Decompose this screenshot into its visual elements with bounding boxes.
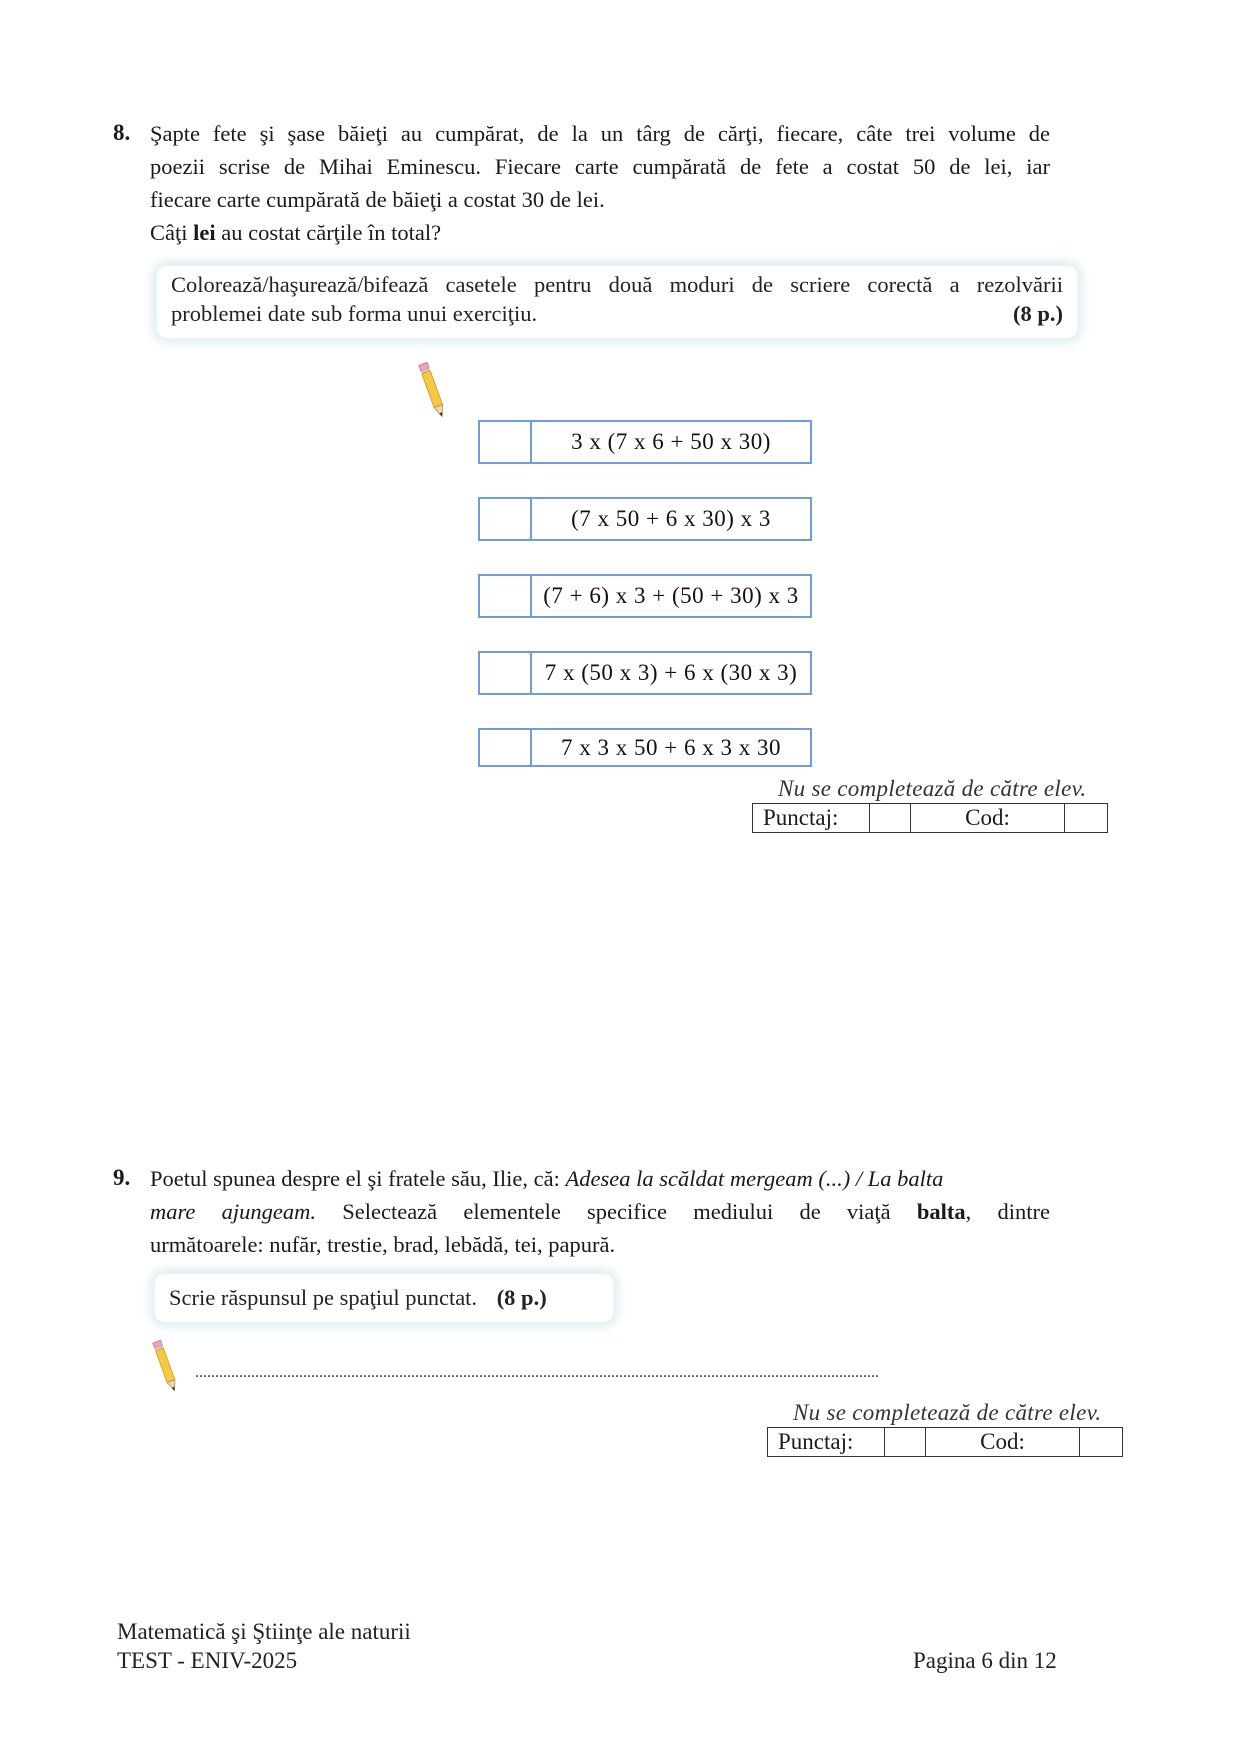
- footer-page-number: Pagina 6 din 12: [913, 1648, 1057, 1673]
- question-9-line-2: mare ajungeam. Selectează elementele specifice mediului de viaţă balta, dintre: [150, 1199, 1050, 1224]
- question-8-text: [150, 117, 1050, 249]
- question-8-instruction-line-2: problemei date sub forma unui exerciţiu.: [171, 301, 538, 326]
- question-9-points: (8 p.): [496, 1285, 547, 1310]
- question-9-code-label: Cod:: [926, 1428, 1080, 1457]
- question-9-score-label: Punctaj:: [768, 1428, 885, 1457]
- question-8-not-completed-note: Nu se completează de către elev.: [778, 776, 1087, 801]
- option-5-row: [478, 728, 812, 767]
- pencil-icon: [152, 1336, 180, 1396]
- question-8-instruction-line-1: Colorează/haşurează/bifează casetele pentru două moduri de scriere corectă a rezolvării: [171, 272, 1063, 297]
- question-8-instruction-box: [157, 266, 1077, 338]
- question-8-line-3: fiecare carte cumpărată de băieţi a costat 30 de lei.: [150, 187, 605, 212]
- question-8-score-field[interactable]: [870, 804, 911, 833]
- option-5-checkbox[interactable]: [480, 730, 532, 765]
- question-8-number: 8.: [113, 120, 131, 145]
- footer-test-id: TEST - ENIV-2025: [117, 1648, 298, 1673]
- option-3-expression: (7 + 6) x 3 + (50 + 30) x 3: [543, 583, 799, 608]
- question-9-text: [150, 1162, 1050, 1261]
- question-8-score-table: [752, 803, 1108, 833]
- question-9-line-1: Poetul spunea despre el şi fratele său, Ilie, că: Adesea la scăldat mergeam (...) / La balta: [150, 1166, 944, 1191]
- footer-subject: Matematică şi Ştiinţe ale naturii: [117, 1619, 411, 1644]
- question-9-answer-line[interactable]: ...........................................................................................................................................................................: [195, 1364, 879, 1381]
- option-1-checkbox[interactable]: [480, 422, 532, 462]
- question-9-number: 9.: [113, 1165, 131, 1190]
- question-9-line-3: următoarele: nufăr, trestie, brad, lebădă, tei, papură.: [150, 1232, 616, 1257]
- option-2-row: [478, 497, 812, 541]
- question-8-line-1: Şapte fete şi şase băieţi au cumpărat, de la un târg de cărţi, fiecare, câte trei volume de: [150, 121, 1050, 146]
- question-8-points: (8 p.): [1013, 301, 1063, 326]
- question-8-code-field[interactable]: [1065, 804, 1108, 833]
- question-8-line-2: poezii scrise de Mihai Eminescu. Fiecare carte cumpărată de fete a costat 50 de lei, iar: [150, 154, 1050, 179]
- question-9-code-field[interactable]: [1080, 1428, 1123, 1457]
- option-4-row: [478, 651, 812, 695]
- option-5-expression: 7 x 3 x 50 + 6 x 3 x 30: [561, 734, 781, 760]
- option-1-row: [478, 420, 812, 464]
- option-4-expression: 7 x (50 x 3) + 6 x (30 x 3): [544, 660, 798, 685]
- question-9-not-completed-note: Nu se completează de către elev.: [793, 1400, 1102, 1425]
- option-1-expression: 3 x (7 x 6 + 50 x 30): [571, 429, 771, 454]
- option-3-row: [478, 574, 812, 618]
- option-2-expression: (7 x 50 + 6 x 30) x 3: [571, 506, 771, 531]
- question-9-score-field[interactable]: [885, 1428, 926, 1457]
- question-8-code-label: Cod:: [911, 804, 1065, 833]
- question-8-question: Câţi lei au costat cărţile în total?: [150, 220, 442, 245]
- option-4-checkbox[interactable]: [480, 653, 532, 693]
- question-9-instruction-box: [155, 1274, 613, 1322]
- question-9-score-table: [767, 1427, 1123, 1457]
- option-3-checkbox[interactable]: [480, 576, 532, 616]
- pencil-icon: [418, 358, 448, 422]
- question-9-instruction: Scrie răspunsul pe spaţiul punctat.: [169, 1285, 478, 1310]
- question-8-score-label: Punctaj:: [753, 804, 870, 833]
- option-2-checkbox[interactable]: [480, 499, 532, 539]
